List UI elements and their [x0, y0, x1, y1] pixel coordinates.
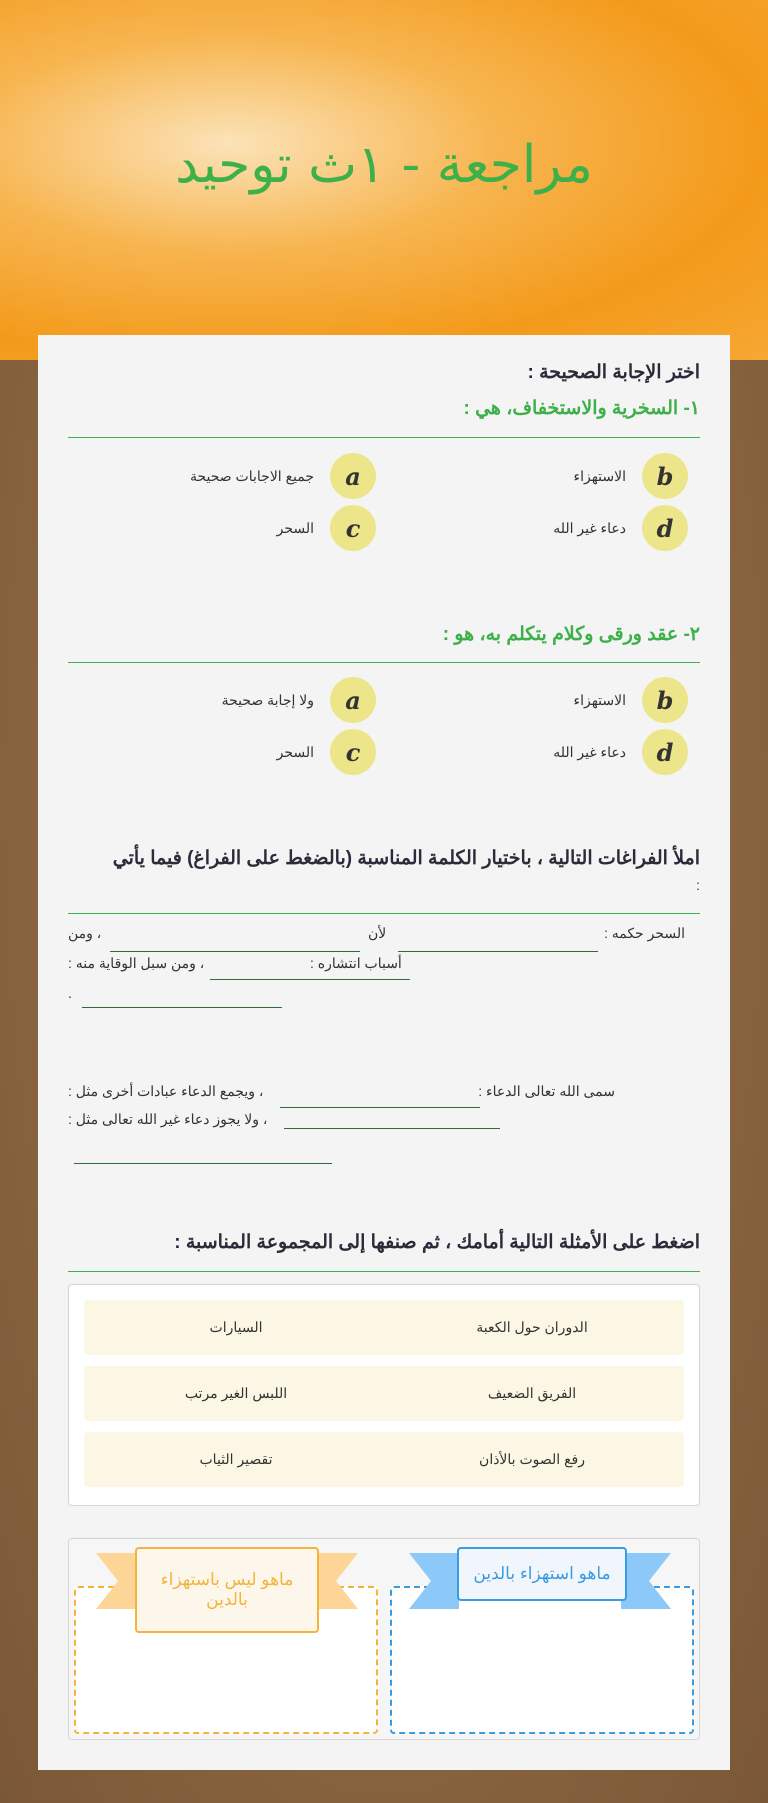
sentence-text: سمى الله تعالى الدعاء : — [478, 1083, 615, 1099]
section3-heading: اضغط على الأمثلة التالية أمامك ، ثم صنفها إلى المجموعة المناسبة : — [174, 1232, 700, 1253]
option-letter-badge: a — [330, 677, 376, 723]
sentence-text: ، ولا يجوز دعاء غير الله تعالى مثل : — [68, 1111, 268, 1127]
option-c[interactable] — [76, 729, 376, 775]
option-b[interactable] — [388, 453, 688, 499]
fill-blank[interactable] — [210, 979, 410, 980]
option-letter-badge: d — [642, 729, 688, 775]
option-letter-badge: b — [642, 677, 688, 723]
sentence-text: ، ومن — [68, 925, 102, 941]
items-pool — [68, 1284, 700, 1506]
divider — [68, 1271, 700, 1272]
fill-blank[interactable] — [82, 1007, 282, 1008]
fill-blank[interactable] — [398, 951, 598, 952]
draggable-item[interactable]: تقصير الثياب — [84, 1432, 388, 1487]
option-letter-badge: a — [330, 453, 376, 499]
draggable-item[interactable]: رفع الصوت بالأذان — [380, 1432, 684, 1487]
sentence-text: أسباب انتشاره : — [310, 955, 402, 971]
draggable-item[interactable]: الفريق الضعيف — [380, 1366, 684, 1421]
option-a[interactable] — [76, 453, 376, 499]
fill-blank[interactable] — [110, 951, 360, 952]
draggable-item[interactable]: الدوران حول الكعبة — [380, 1300, 684, 1355]
option-letter-badge: c — [330, 729, 376, 775]
fill-blank[interactable] — [280, 1107, 480, 1108]
question-1: ١- السخرية والاستخفاف، هي : — [463, 398, 700, 419]
section1-heading: اختر الإجابة الصحيحة : — [527, 362, 700, 383]
sentence-text: السحر حكمه : — [603, 925, 685, 941]
fill-blank[interactable] — [74, 1163, 332, 1164]
worksheet-card — [38, 335, 730, 1770]
option-text: السحر — [276, 743, 314, 760]
page-title: مراجعة - ١ث توحيد — [175, 135, 593, 195]
sentence-text: لأن — [368, 925, 387, 941]
option-a[interactable] — [76, 677, 376, 723]
group-label-mockery: ماهو استهزاء بالدين — [457, 1547, 627, 1601]
option-letter-badge: b — [642, 453, 688, 499]
option-text: دعاء غير الله — [553, 519, 626, 536]
option-text: السحر — [276, 519, 314, 536]
sentence-text: . — [68, 985, 72, 1001]
option-text: دعاء غير الله — [553, 743, 626, 760]
option-text: ولا إجابة صحيحة — [221, 691, 314, 708]
heading-colon: : — [696, 877, 700, 893]
draggable-item[interactable]: السيارات — [84, 1300, 388, 1355]
option-letter-badge: c — [330, 505, 376, 551]
option-c[interactable] — [76, 505, 376, 551]
sentence-text: ، ويجمع الدعاء عبادات أخرى مثل : — [68, 1083, 264, 1099]
draggable-item[interactable]: اللبس الغير مرتب — [84, 1366, 388, 1421]
divider — [68, 437, 700, 438]
divider — [68, 913, 700, 914]
option-d[interactable] — [388, 729, 688, 775]
option-letter-badge: d — [642, 505, 688, 551]
option-text: جميع الاجابات صحيحة — [189, 467, 314, 484]
question-2: ٢- عقد ورقى وكلام يتكلم به، هو : — [442, 624, 700, 645]
option-d[interactable] — [388, 505, 688, 551]
category-groups — [68, 1538, 700, 1740]
option-text: الاستهزاء — [573, 691, 626, 708]
fill-blank[interactable] — [284, 1128, 500, 1129]
section2-heading: املأ الفراغات التالية ، باختيار الكلمة المناسبة (بالضغط على الفراغ) فيما يأتي — [112, 848, 700, 869]
group-label-not-mockery: ماهو ليس باستهزاء بالدين — [135, 1547, 319, 1633]
divider — [68, 662, 700, 663]
option-text: الاستهزاء — [573, 467, 626, 484]
sentence-text: ، ومن سبل الوقاية منه : — [68, 955, 205, 971]
option-b[interactable] — [388, 677, 688, 723]
